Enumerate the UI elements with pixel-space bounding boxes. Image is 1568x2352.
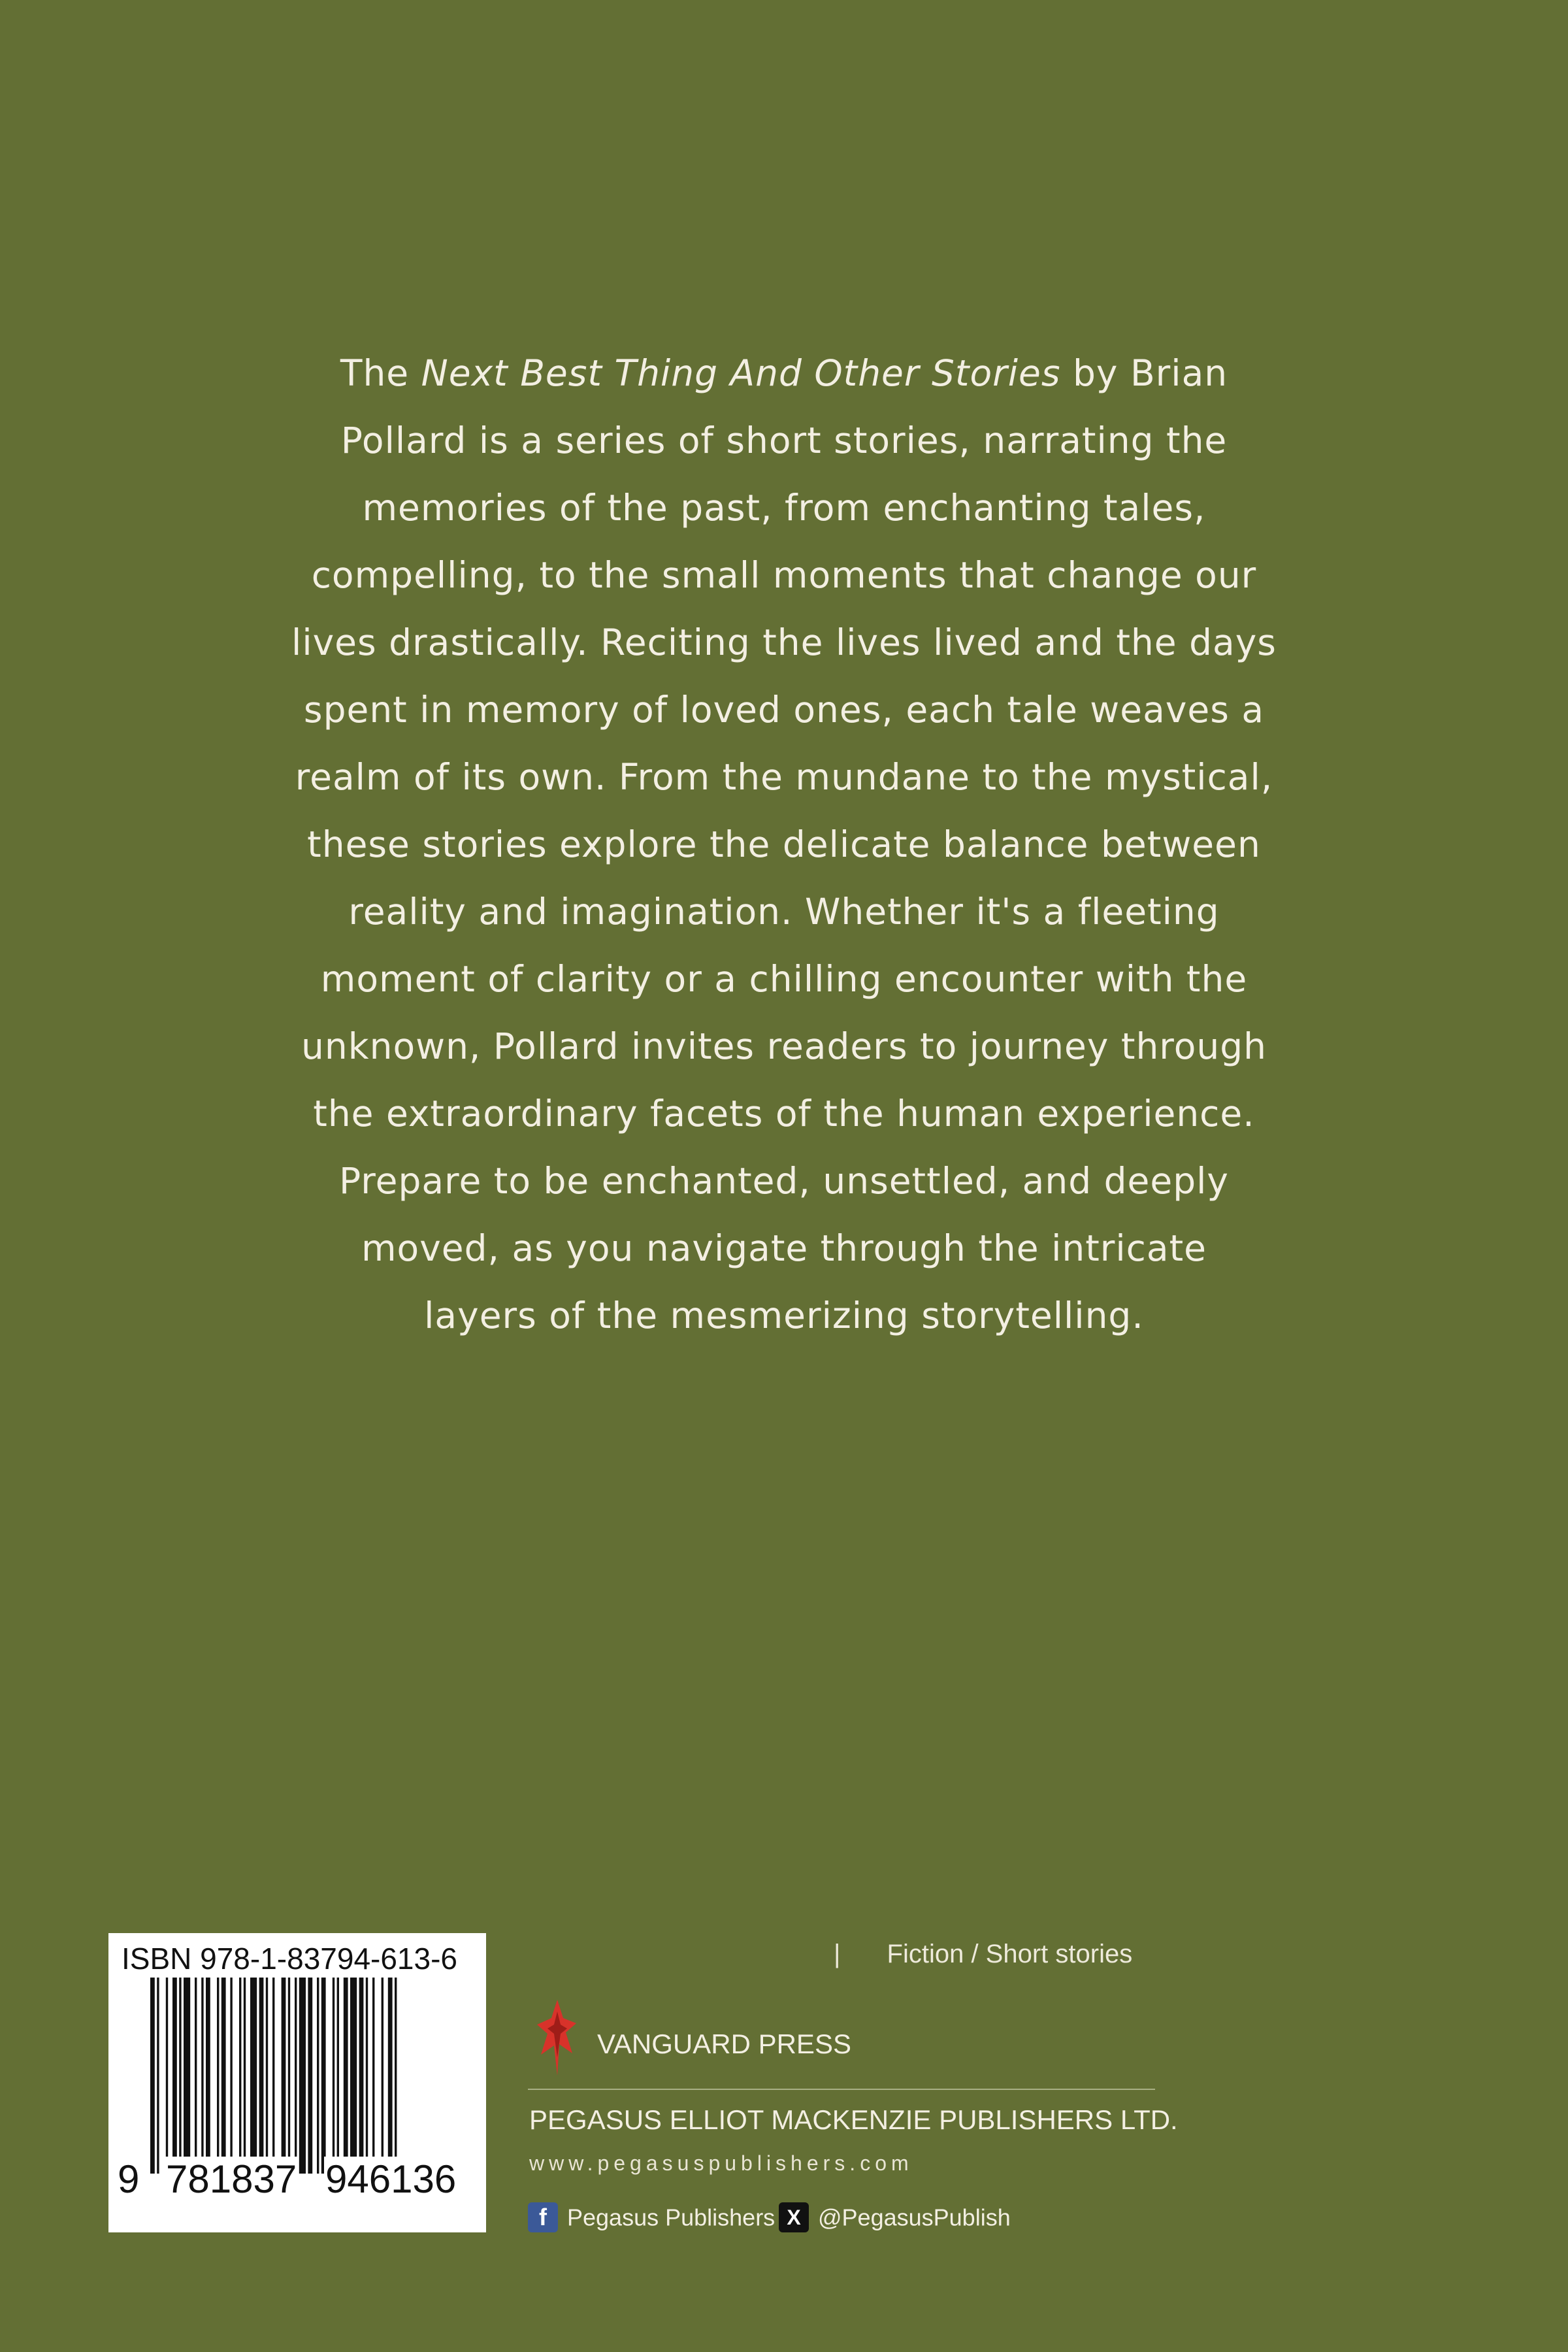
blurb-text: by Brian (1060, 352, 1228, 394)
barcode-bar (184, 1978, 190, 2174)
blurb-line: compelling, to the small moments that change our (311, 554, 1257, 596)
barcode-bar (317, 1978, 319, 2174)
barcode-bar (395, 1978, 397, 2174)
barcode-bar (366, 1978, 368, 2174)
blurb-line: moved, as you navigate through the intricate (361, 1227, 1207, 1269)
barcode-bar (288, 1978, 290, 2174)
publisher-name: PEGASUS ELLIOT MACKENZIE PUBLISHERS LTD. (529, 2104, 1178, 2135)
barcode-bar (179, 1978, 181, 2174)
barcode-bar (299, 1978, 306, 2174)
barcode-bar (166, 1978, 168, 2174)
barcode-bar (359, 1978, 364, 2174)
facebook-link[interactable] (528, 2202, 775, 2232)
barcode-bar (239, 1978, 241, 2174)
divider (528, 2089, 1155, 2090)
publisher-website[interactable]: www.pegasuspublishers.com (529, 2151, 913, 2175)
barcode-bar (308, 1978, 312, 2174)
blurb-text: The (340, 352, 421, 394)
barcode-bar (217, 1978, 219, 2174)
blurb-line: Pollard is a series of short stories, narrating the (340, 420, 1228, 461)
blurb-line: realm of its own. From the mundane to the mystical, (295, 756, 1273, 798)
blurb-line: moment of clarity or a chilling encounter with the (320, 958, 1248, 1000)
facebook-icon: f (528, 2202, 558, 2232)
barcode-bar (201, 1978, 203, 2174)
book-title: Next Best Thing And Other Stories (421, 352, 1061, 394)
barcode-bar (333, 1978, 335, 2174)
barcode-bar (321, 1978, 326, 2174)
barcode-bar (230, 1978, 232, 2174)
barcode-bars (150, 1978, 477, 2174)
x-icon: X (779, 2202, 809, 2232)
barcode-bar (344, 1978, 348, 2174)
barcode-bar (259, 1978, 264, 2174)
barcode-bar (282, 1978, 286, 2174)
barcode-bar (372, 1978, 374, 2174)
barcode-bar (266, 1978, 268, 2174)
blurb-line: unknown, Pollard invites readers to journey through (301, 1025, 1267, 1067)
barcode-digit-prefix: 9 (118, 2157, 140, 2201)
category-label: Fiction / Short stories (887, 1940, 1133, 1968)
blurb-line: spent in memory of loved ones, each tale weaves a (303, 689, 1265, 731)
blurb-line: memories of the past, from enchanting tales, (362, 487, 1206, 529)
blurb-line: these stories explore the delicate balance between (307, 823, 1261, 865)
barcode-bar (172, 1978, 177, 2174)
blurb-line: Prepare to be enchanted, unsettled, and deeply (339, 1160, 1229, 1202)
barcode-bar (206, 1978, 210, 2174)
barcode-bar (382, 1978, 384, 2174)
isbn-number: ISBN 978-1-83794-613-6 (122, 1942, 457, 1976)
isbn-barcode (108, 1933, 486, 2232)
barcode-bar (157, 1978, 159, 2174)
barcode-bar (195, 1978, 197, 2174)
back-cover-blurb (281, 340, 1287, 1350)
barcode-bar (337, 1978, 339, 2174)
barcode-bar (388, 1978, 393, 2174)
barcode-digits-left: 781837 (166, 2157, 297, 2201)
barcode-bar (244, 1978, 246, 2174)
blurb-line: lives drastically. Reciting the lives lived and the days (291, 621, 1277, 663)
blurb-line: layers of the mesmerizing storytelling. (424, 1295, 1144, 1336)
barcode-digits-right: 946136 (325, 2157, 457, 2201)
facebook-label: Pegasus Publishers (567, 2204, 776, 2231)
x-link[interactable] (779, 2202, 1011, 2232)
vanguard-logo-icon (534, 1998, 580, 2077)
barcode-bar (250, 1978, 257, 2174)
category-separator: | (834, 1940, 841, 1968)
imprint-name: VANGUARD PRESS (597, 2029, 851, 2059)
genre-category (834, 1940, 1132, 1969)
barcode-digits (108, 2157, 486, 2222)
blurb-line: reality and imagination. Whether it's a fleeting (348, 891, 1220, 933)
barcode-bar (295, 1978, 297, 2174)
blurb-line: the extraordinary facets of the human experience. (313, 1093, 1255, 1135)
barcode-bar (150, 1978, 155, 2174)
x-label: @PegasusPublish (818, 2204, 1011, 2231)
barcode-bar (272, 1978, 274, 2174)
blurb-line-1 (281, 340, 1287, 407)
barcode-bar (221, 1978, 226, 2174)
barcode-bar (350, 1978, 357, 2174)
